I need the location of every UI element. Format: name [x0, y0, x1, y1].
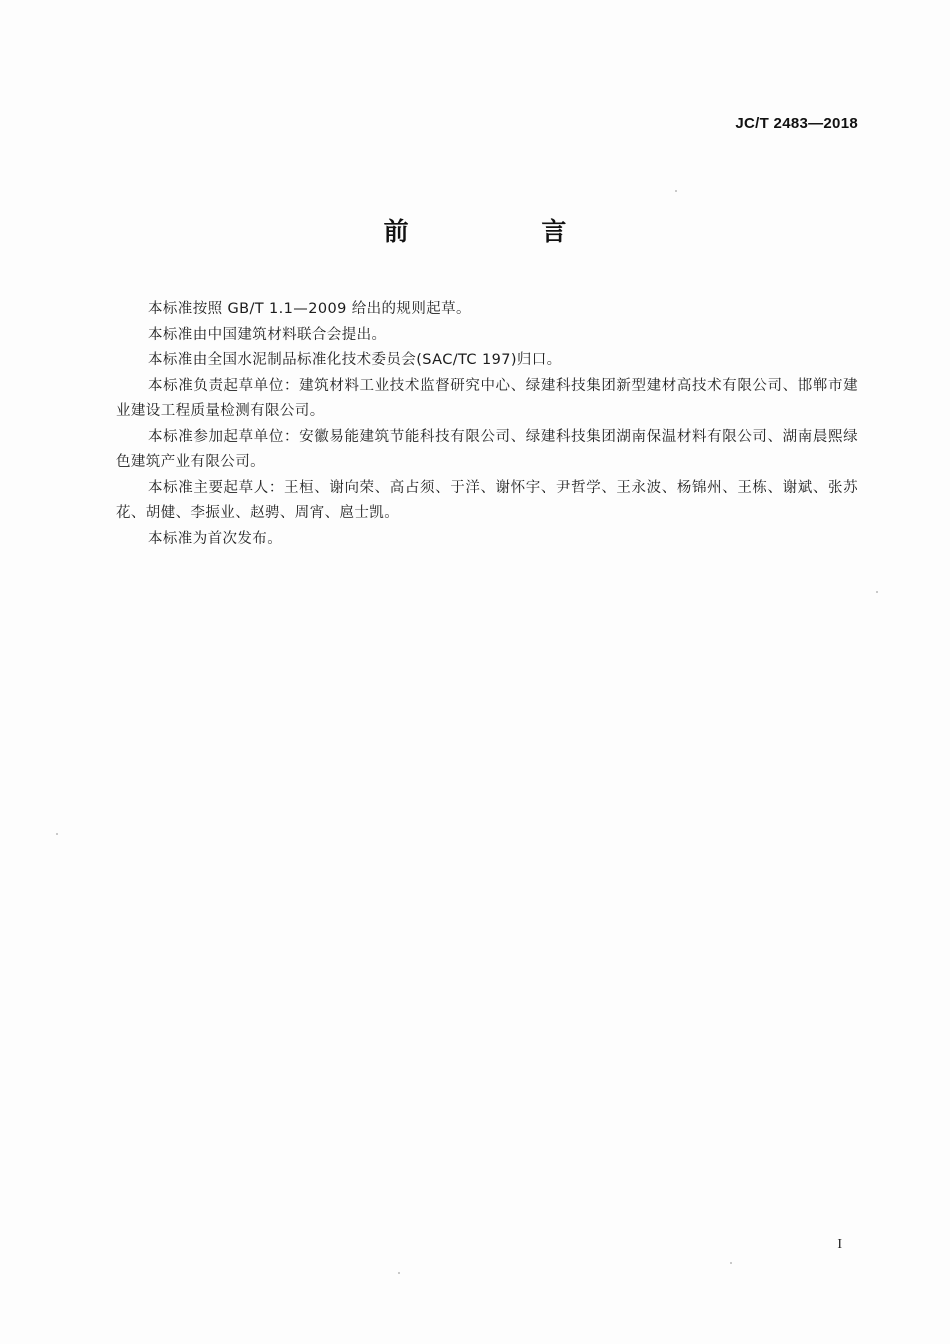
scan-speck — [730, 1262, 732, 1264]
page-number: I — [837, 1237, 842, 1252]
scan-speck — [398, 1272, 400, 1274]
scan-speck — [675, 190, 677, 192]
page-title: 前 言 — [383, 217, 629, 246]
paragraph-committee: 本标准由全国水泥制品标准化技术委员会(SAC/TC 197)归口。 — [148, 352, 562, 368]
standard-code: JC/T 2483—2018 — [735, 115, 858, 132]
scan-speck — [56, 833, 58, 835]
paragraph-participating-units: 本标准参加起草单位：安徽易能建筑节能科技有限公司、绿建科技集团湖南保温材料有限公司、湖南晨熙绿色建筑产业有限公司。 — [116, 428, 858, 470]
paragraph-first-release: 本标准为首次发布。 — [148, 530, 283, 547]
paragraph-main-drafters: 本标准主要起草人：王桓、谢向荣、高占须、于洋、谢怀宇、尹哲学、王永波、杨锦州、王栋、谢斌、张苏花、胡健、李振业、赵骋、周宵、扈士凯。 — [116, 479, 858, 521]
foreword-body — [116, 297, 858, 552]
scan-speck — [876, 591, 878, 593]
paragraph-responsible-units: 本标准负责起草单位：建筑材料工业技术监督研究中心、绿建科技集团新型建材高技术有限公司、邯郸市建业建设工程质量检测有限公司。 — [116, 377, 858, 419]
paragraph-proposer: 本标准由中国建筑材料联合会提出。 — [148, 326, 387, 343]
paragraph-drafting-rules: 本标准按照 GB/T 1.1—2009 给出的规则起草。 — [148, 301, 471, 317]
